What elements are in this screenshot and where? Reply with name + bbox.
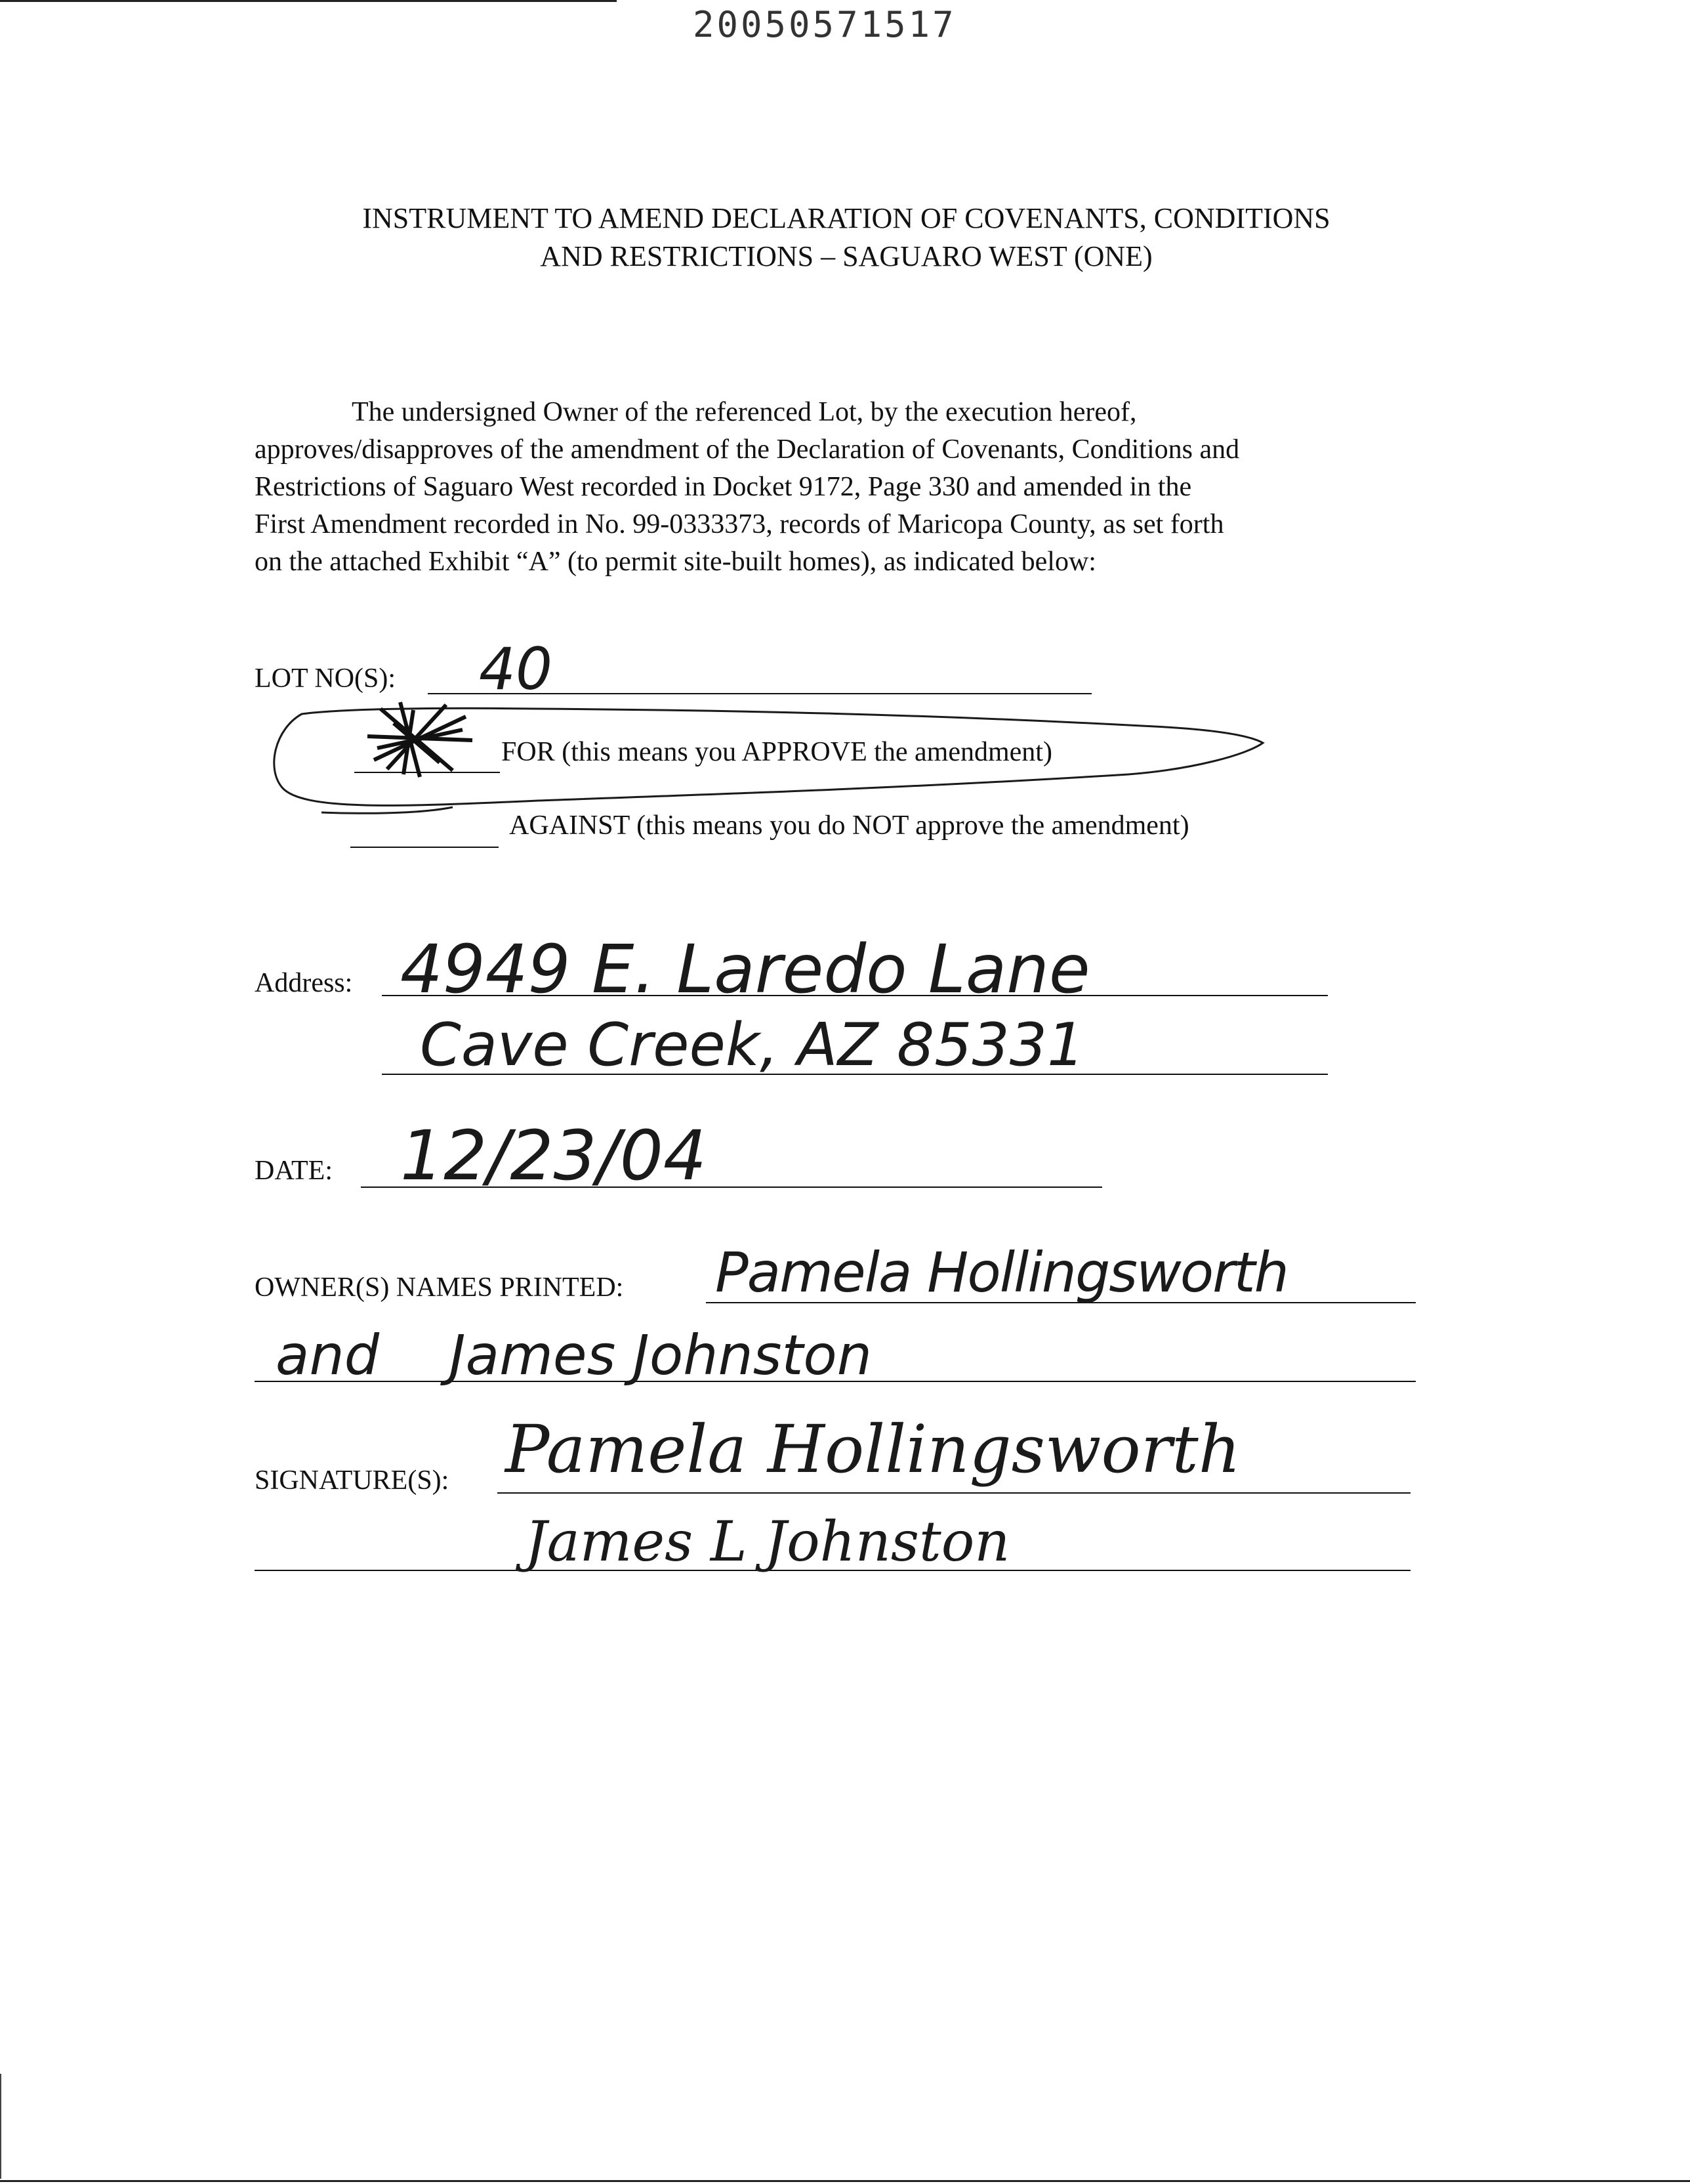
signature-label: SIGNATURE(S): bbox=[255, 1465, 449, 1496]
paragraph-line-2: approves/disapproves of the amendment of the Declaration of Covenants, Conditions and bbox=[255, 434, 1240, 465]
for-blank-line bbox=[354, 772, 500, 773]
for-option-label: FOR (this means you APPROVE the amendment) bbox=[501, 737, 1052, 767]
against-blank-line bbox=[350, 847, 499, 848]
document-title bbox=[197, 200, 1496, 276]
lot-number-label: LOT NO(S): bbox=[255, 663, 396, 694]
address-line-2-value: Cave Creek, AZ 85331 bbox=[420, 1011, 1085, 1080]
address-line-1-value: 4949 E. Laredo Lane bbox=[400, 931, 1090, 1009]
paragraph-line-4: First Amendment recorded in No. 99-0333373, records of Maricopa County, as set forth bbox=[255, 509, 1224, 539]
signature-2: James L Johnston bbox=[525, 1509, 1010, 1574]
signature-line-1-rule bbox=[497, 1492, 1411, 1494]
date-label: DATE: bbox=[255, 1156, 333, 1186]
paragraph-line-3: Restrictions of Saguaro West recorded in Docket 9172, Page 330 and amended in the bbox=[255, 472, 1192, 502]
date-value: 12/23/04 bbox=[400, 1116, 707, 1196]
title-line-1: INSTRUMENT TO AMEND DECLARATION OF COVENANTS, CONDITIONS bbox=[362, 202, 1330, 234]
paragraph-line-1: The undersigned Owner of the referenced Lot, by the execution hereof, bbox=[352, 397, 1137, 427]
recording-number: 20050571517 bbox=[693, 4, 957, 45]
owners-line-1-value: Pamela Hollingsworth bbox=[715, 1240, 1288, 1305]
owners-names-label: OWNER(S) NAMES PRINTED: bbox=[255, 1272, 624, 1303]
bottom-edge-rule bbox=[0, 2180, 1690, 2182]
top-edge-rule bbox=[0, 0, 617, 2]
body-paragraph bbox=[255, 394, 1455, 581]
title-line-2: AND RESTRICTIONS – SAGUARO WEST (ONE) bbox=[540, 240, 1153, 272]
for-check-mark bbox=[354, 697, 485, 782]
paragraph-line-5: on the attached Exhibit “A” (to permit site-built homes), as indicated below: bbox=[255, 547, 1096, 577]
lot-number-value: 40 bbox=[479, 635, 552, 703]
against-option-label: AGAINST (this means you do NOT approve the amendment) bbox=[509, 810, 1189, 841]
address-label: Address: bbox=[255, 968, 353, 998]
signature-1: Pamela Hollingsworth bbox=[505, 1411, 1241, 1488]
scan-edge-mark bbox=[0, 2074, 1, 2179]
owners-line-2-value: and James Johnston bbox=[276, 1323, 873, 1387]
